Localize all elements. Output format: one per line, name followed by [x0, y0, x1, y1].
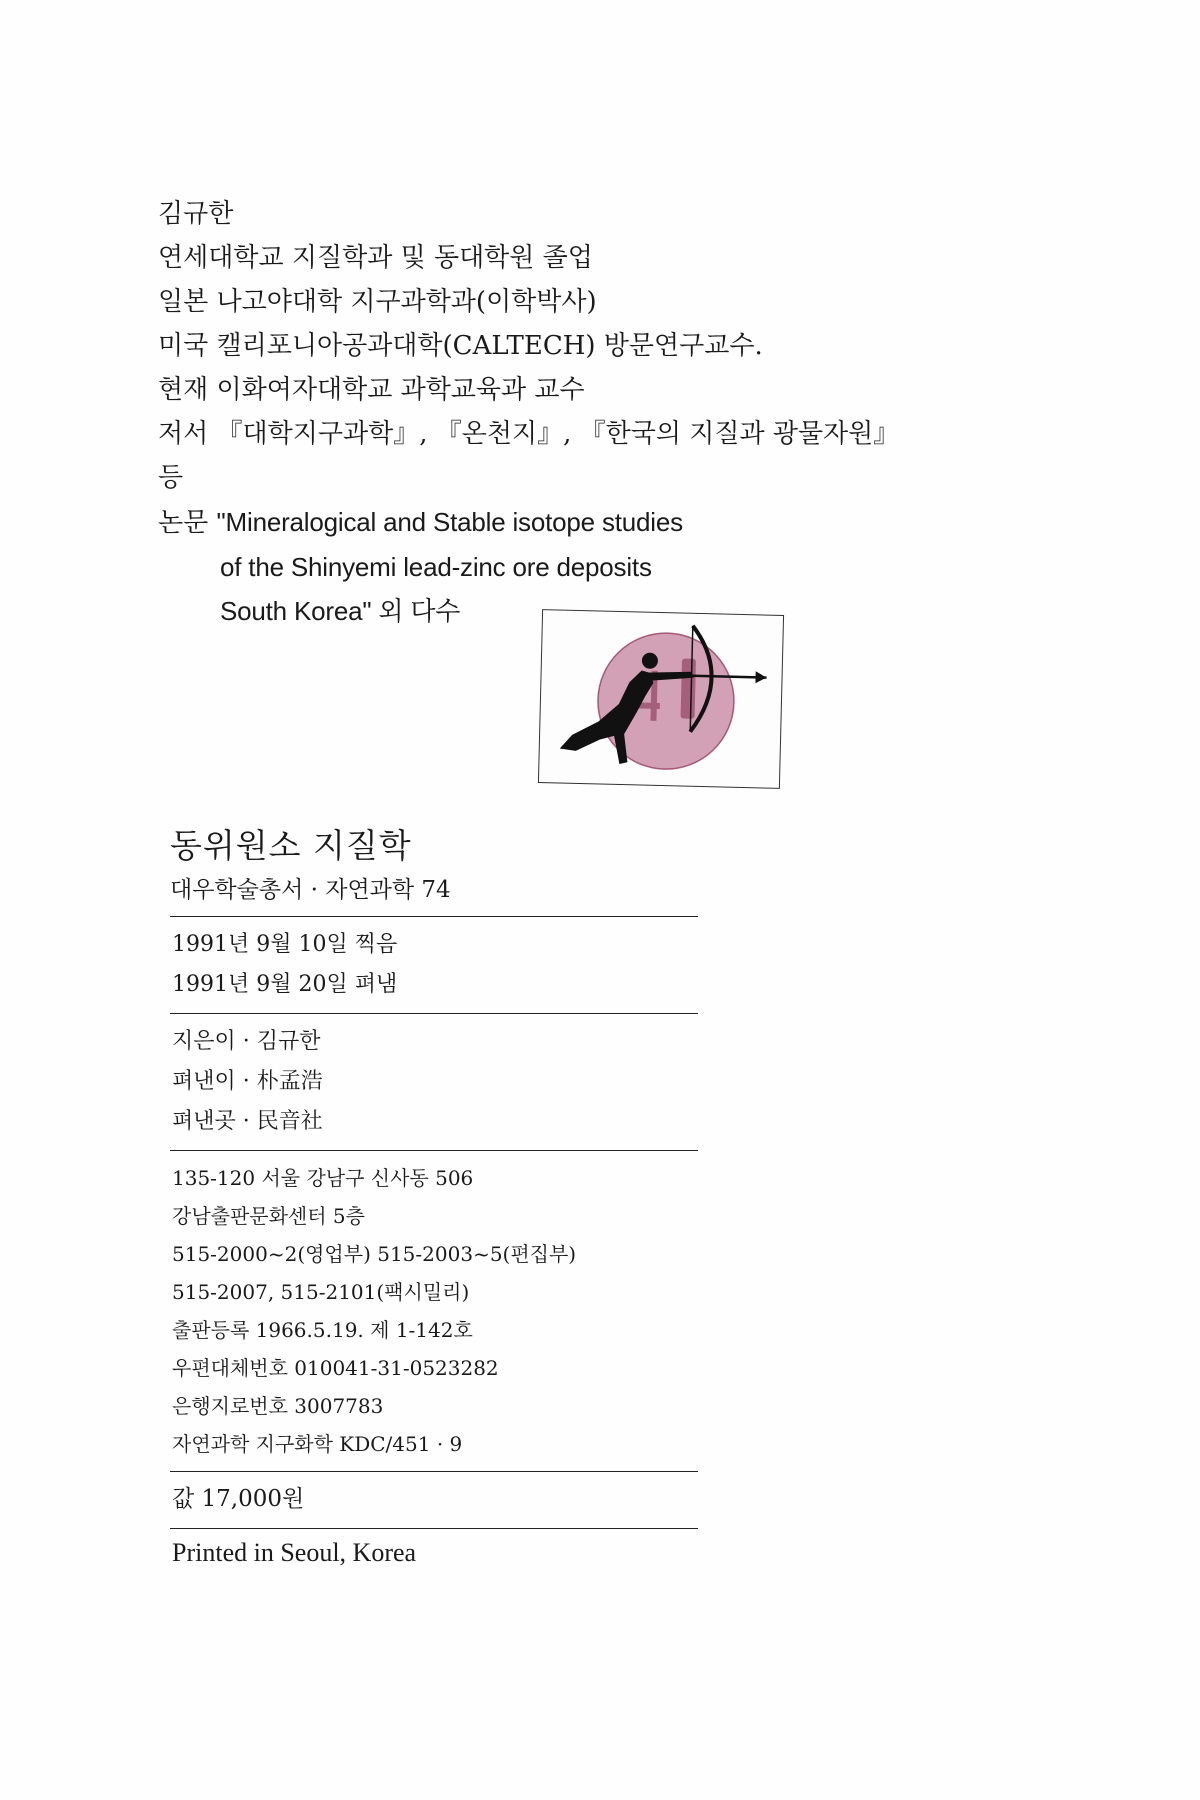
colophon	[170, 822, 698, 1577]
publisher-info	[170, 1151, 698, 1471]
bio-line: 일본 나고야대학 지구과학과(이학박사)	[158, 287, 597, 317]
publisher-credit: 펴낸이 · 朴孟浩	[172, 1069, 323, 1094]
author-bio	[158, 192, 918, 633]
paper-row	[158, 500, 918, 545]
bio-line: 연세대학교 지질학과 및 동대학원 졸업	[158, 243, 593, 273]
print-dates	[170, 917, 698, 1013]
address-line: 강남출판문화센터 5층	[172, 1204, 365, 1228]
book-title: 동위원소 지질학	[170, 826, 412, 865]
paper-label: 논문	[158, 508, 209, 538]
paper-title-line: South Korea" 외 다수	[220, 596, 461, 626]
postal-transfer-line: 우편대체번호 010041-31-0523282	[172, 1356, 499, 1380]
publish-date: 1991년 9월 20일 펴냄	[172, 972, 398, 997]
phone-line: 515-2000~2(영업부) 515-2003~5(편집부)	[172, 1242, 577, 1266]
author-credit: 지은이 · 김규한	[172, 1029, 321, 1054]
price: 값 17,000원	[172, 1486, 305, 1512]
printed-in: Printed in Seoul, Korea	[172, 1538, 417, 1567]
publishing-house: 펴낸곳 · 民音社	[172, 1109, 323, 1134]
address-line: 135-120 서울 강남구 신사동 506	[172, 1166, 474, 1190]
author-name: 김규한	[158, 199, 234, 229]
publisher-seal	[538, 609, 784, 789]
fax-line: 515-2007, 515-2101(팩시밀리)	[172, 1280, 470, 1304]
registration-line: 출판등록 1966.5.19. 제 1-142호	[172, 1318, 473, 1342]
paper-title-line: of the Shinyemi lead-zinc ore deposits	[220, 552, 652, 582]
print-date: 1991년 9월 10일 찍음	[172, 932, 398, 957]
credits	[170, 1014, 698, 1150]
bio-line: 미국 캘리포니아공과대학(CALTECH) 방문연구교수.	[158, 331, 763, 361]
archer-seal-logo-icon	[539, 610, 783, 788]
bio-line: 현재 이화여자대학교 과학교육과 교수	[158, 375, 585, 405]
bank-giro-line: 은행지로번호 3007783	[172, 1394, 384, 1418]
paper-title-line: "Mineralogical and Stable isotope studies	[216, 507, 683, 537]
classification-line: 자연과학 지구화학 KDC/451 · 9	[172, 1432, 463, 1456]
book-series: 대우학술총서 · 자연과학 74	[170, 877, 451, 903]
bio-line: 저서 『대학지구과학』, 『온천지』, 『한국의 지질과 광물자원』 등	[158, 419, 900, 493]
